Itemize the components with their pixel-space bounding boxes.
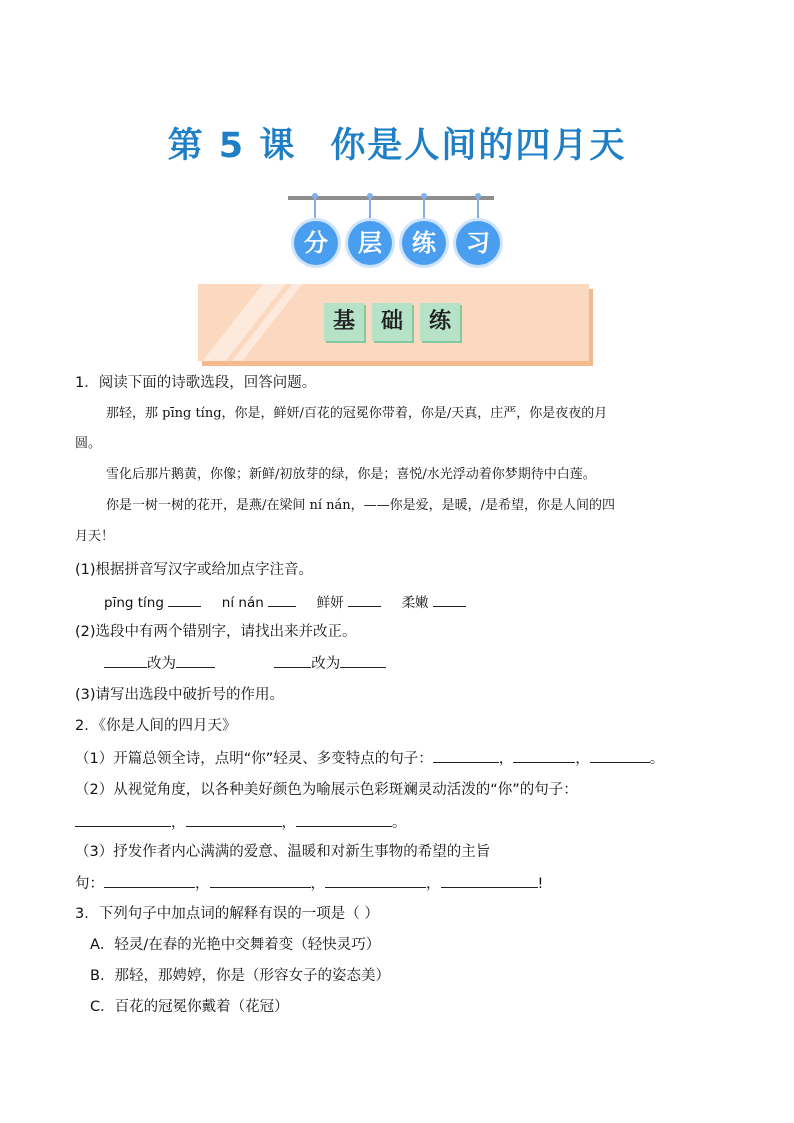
lesson-name: 你是人间的四月天	[330, 126, 627, 166]
poem-line-3: 雪化后那片鹅黄，你像；新鲜/初放芽的绿，你是；喜悦/水光浮动着你梦期待中白莲。	[106, 467, 596, 482]
q2-sub2-answers	[75, 812, 407, 833]
q2-sub1	[75, 748, 664, 769]
answer-blank[interactable]	[513, 748, 575, 763]
punct: ，	[195, 876, 210, 892]
q2-sub1-text: （1）开篇总领全诗，点明“你”轻灵、多变特点的句子：	[75, 751, 433, 767]
punct: ，	[426, 876, 441, 892]
badge-circle-3: 练	[402, 221, 446, 265]
q1-part3: (3)请写出选段中破折号的作用。	[75, 687, 285, 703]
badge-pin	[475, 193, 481, 199]
answer-blank[interactable]	[274, 653, 311, 668]
q1-part2: (2)选段中有两个错别字，请找出来并改正。	[75, 624, 357, 640]
answer-blank[interactable]	[268, 592, 296, 607]
answer-blank[interactable]	[104, 653, 147, 668]
correction-word: 改为	[311, 656, 341, 672]
punct: ，	[281, 815, 296, 831]
badge-pin	[367, 193, 373, 199]
punct: ，	[171, 815, 186, 831]
answer-blank[interactable]	[104, 873, 195, 888]
answer-blank[interactable]	[340, 653, 386, 668]
q3-option-c[interactable]: C．百花的冠冕你戴着（花冠）	[90, 999, 289, 1015]
punct: !	[537, 876, 544, 892]
q2-sub3-text: 句：	[75, 876, 104, 892]
q1-part1-items	[104, 592, 466, 613]
q2-sub3-answers	[75, 873, 543, 894]
answer-blank[interactable]	[186, 812, 282, 827]
banner-tile-3: 练	[420, 303, 460, 341]
punct: 。	[649, 751, 665, 767]
q3-option-b[interactable]: B．那轻，那娉婷，你是（形容女子的姿态美）	[90, 968, 390, 984]
answer-blank[interactable]	[441, 873, 538, 888]
q2-heading: 2．《你是人间的四月天》	[75, 718, 237, 734]
pinyin-2: ní nán	[221, 595, 264, 611]
poem-line-5: 月天！	[75, 529, 115, 544]
answer-blank[interactable]	[168, 592, 201, 607]
badge-circle-4: 习	[456, 221, 500, 265]
answer-blank[interactable]	[325, 873, 426, 888]
q2-sub2: （2）从视觉角度，以各种美好颜色为喻展示色彩斑斓灵动活泼的“你”的句子：	[75, 782, 578, 798]
answer-blank[interactable]	[296, 812, 392, 827]
poem-line-2: 圆。	[75, 436, 102, 451]
answer-blank[interactable]	[176, 653, 215, 668]
q1-part1: (1)根据拼音写汉字或给加点字注音。	[75, 562, 314, 578]
poem-line-4: 你是一树一树的花开，是燕/在梁间 ní nán，——你是爱，是暖，/是希望，你是人间的四	[106, 498, 616, 513]
answer-blank[interactable]	[75, 812, 171, 827]
answer-blank[interactable]	[433, 748, 499, 763]
q3-option-a[interactable]: A．轻灵/在春的光艳中交舞着变（轻快灵巧）	[90, 937, 381, 953]
banner-tile-1: 基	[324, 303, 364, 341]
banner-tile-2: 础	[372, 303, 412, 341]
punct: ，	[498, 751, 514, 767]
answer-blank[interactable]	[433, 592, 466, 607]
q1-part2-answers	[104, 653, 386, 674]
badge-hanger-bar	[288, 196, 494, 200]
punct: ，	[575, 751, 590, 767]
word-1: 鲜妍	[316, 595, 344, 611]
page-title	[0, 118, 794, 168]
badge-pin	[312, 193, 318, 199]
answer-blank[interactable]	[210, 873, 311, 888]
q3-heading: 3．下列句子中加点词的解释有误的一项是（ ）	[75, 906, 379, 922]
badge-circle-2: 层	[348, 221, 392, 265]
punct: 。	[392, 815, 407, 831]
answer-blank[interactable]	[348, 592, 381, 607]
badge-pin	[421, 193, 427, 199]
correction-word: 改为	[147, 656, 176, 672]
badge-circle-1: 分	[294, 221, 338, 265]
q1-heading: 1．阅读下面的诗歌选段，回答问题。	[75, 375, 317, 391]
q2-sub3: （3）抒发作者内心满满的爱意、温暖和对新生事物的希望的主旨	[75, 844, 491, 860]
lesson-number: 第 5 课	[167, 126, 297, 166]
pinyin-1: pīng tíng	[104, 595, 164, 611]
answer-blank[interactable]	[590, 748, 650, 763]
word-2: 柔嫩	[401, 595, 429, 611]
poem-line-1: 那轻，那 pīng tíng，你是，鲜妍/百花的冠冕你带着，你是/天真，庄严，你是夜夜的月	[106, 406, 608, 421]
punct: ，	[310, 876, 325, 892]
